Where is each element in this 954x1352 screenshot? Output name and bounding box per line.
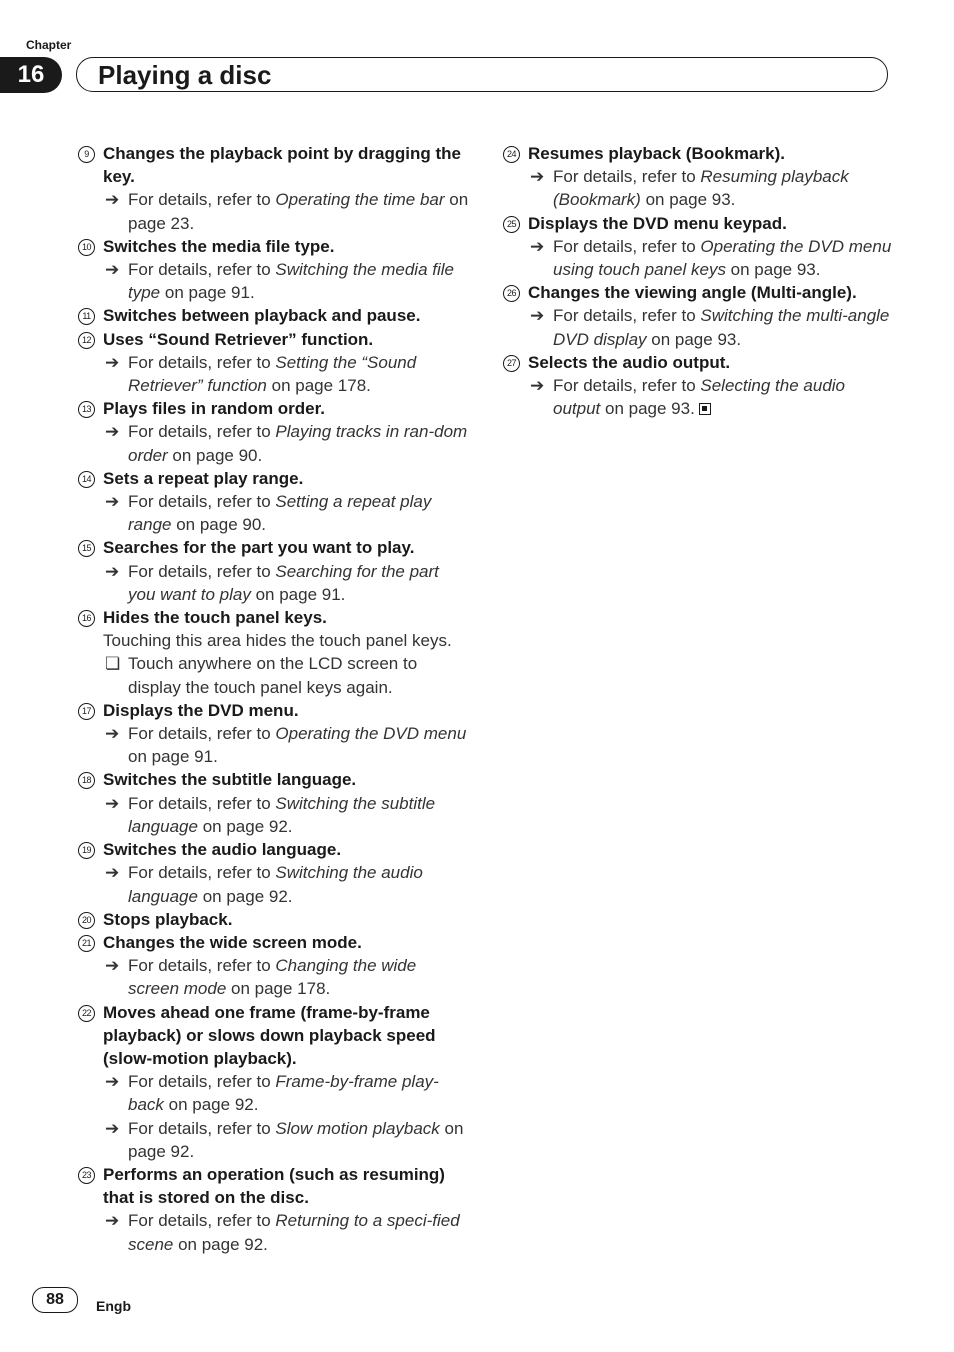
language-code: Engb <box>96 1298 131 1314</box>
page-number: 88 <box>32 1287 78 1313</box>
item-heading: Switches the subtitle language. <box>103 770 357 790</box>
item-heading-row <box>78 768 470 791</box>
item-number <box>503 281 528 304</box>
circled-number-icon: 13 <box>78 401 95 418</box>
ref-link[interactable]: Returning to a speci-fied scene <box>128 1211 460 1254</box>
item-heading-row <box>78 304 470 327</box>
arrow-right-icon: ➔ <box>105 793 120 813</box>
item-heading-row <box>78 1001 470 1071</box>
item-heading-row <box>78 931 470 954</box>
ref-page: on page 178. <box>266 376 371 396</box>
ref-prefix: For details, refer to <box>128 1072 276 1092</box>
circled-number-icon: 19 <box>78 842 95 859</box>
chapter-label: Chapter <box>26 38 72 52</box>
item-heading-row <box>503 281 893 304</box>
ref-link[interactable]: Slow motion playback <box>275 1118 440 1138</box>
circled-number-icon: 10 <box>78 239 95 256</box>
cross-reference <box>78 351 470 397</box>
item-number <box>78 536 103 559</box>
item-note <box>78 652 470 698</box>
cross-reference <box>503 235 893 281</box>
circled-number-icon: 22 <box>78 1005 95 1022</box>
ref-link[interactable]: Switching the audio language <box>128 863 423 906</box>
ref-prefix: For details, refer to <box>128 1118 276 1138</box>
cross-reference <box>78 954 470 1000</box>
item-heading: Selects the audio output. <box>528 352 731 372</box>
item-number <box>78 467 103 490</box>
item-heading: Displays the DVD menu keypad. <box>528 213 787 233</box>
item-heading-row <box>78 397 470 420</box>
ref-prefix: For details, refer to <box>128 1211 276 1231</box>
arrow-right-icon: ➔ <box>105 190 120 210</box>
circled-number-icon: 20 <box>78 912 95 929</box>
circled-number-icon: 24 <box>503 146 520 163</box>
circled-number-icon: 11 <box>78 308 95 325</box>
list-item <box>503 281 893 351</box>
item-heading: Changes the playback point by dragging the key. <box>103 144 461 187</box>
ref-page: on page 93. <box>725 260 821 280</box>
cross-reference <box>78 722 470 768</box>
cross-reference <box>78 1070 470 1116</box>
circled-number-icon: 18 <box>78 772 95 789</box>
item-heading-row <box>78 838 470 861</box>
item-heading: Displays the DVD menu. <box>103 700 299 720</box>
item-heading: Sets a repeat play range. <box>103 468 304 488</box>
item-heading: Changes the wide screen mode. <box>103 932 362 952</box>
item-heading: Changes the viewing angle (Multi-angle). <box>528 283 857 303</box>
list-item <box>503 351 893 421</box>
item-number <box>503 212 528 235</box>
ref-page: on page 178. <box>226 979 331 999</box>
ref-link[interactable]: Searching for the part you want to play <box>128 561 439 604</box>
item-heading: Switches the audio language. <box>103 840 342 860</box>
note-text: Touch anywhere on the LCD screen to display the touch panel keys again. <box>128 654 418 697</box>
ref-prefix: For details, refer to <box>128 793 276 813</box>
ref-page: on page 92. <box>197 816 293 836</box>
item-heading: Plays files in random order. <box>103 399 326 419</box>
cross-reference <box>78 188 470 234</box>
item-heading: Uses “Sound Retriever” function. <box>103 329 374 349</box>
item-heading: Switches the media file type. <box>103 236 335 256</box>
ref-page: on page 92. <box>197 886 293 906</box>
arrow-right-icon: ➔ <box>105 863 120 883</box>
circled-number-icon: 15 <box>78 540 95 557</box>
list-item <box>78 235 470 305</box>
ref-prefix: For details, refer to <box>128 956 276 976</box>
item-heading-row <box>78 467 470 490</box>
arrow-right-icon: ➔ <box>105 561 120 581</box>
item-number <box>503 142 528 165</box>
list-item <box>78 1163 470 1256</box>
item-heading-row <box>78 1163 470 1209</box>
cross-reference <box>78 420 470 466</box>
item-number <box>78 1001 103 1071</box>
item-heading: Stops playback. <box>103 909 233 929</box>
arrow-right-icon: ➔ <box>105 956 120 976</box>
ref-page: on page 91. <box>128 747 218 767</box>
item-number <box>503 351 528 374</box>
circled-number-icon: 25 <box>503 216 520 233</box>
ref-page: on page 91. <box>160 283 255 303</box>
arrow-right-icon: ➔ <box>530 376 545 396</box>
ref-prefix: For details, refer to <box>553 306 701 326</box>
ref-link[interactable]: Switching the multi-angle DVD display <box>553 306 890 349</box>
ref-page: on page 90. <box>171 515 267 535</box>
circled-number-icon: 9 <box>78 146 95 163</box>
item-heading-row <box>503 142 893 165</box>
item-number <box>78 235 103 258</box>
item-heading-row <box>503 212 893 235</box>
list-item <box>78 931 470 1001</box>
ref-page: on page 92. <box>173 1234 268 1254</box>
ref-page: on page 93. <box>640 190 736 210</box>
page-title: Playing a disc <box>98 60 272 90</box>
circled-number-icon: 14 <box>78 471 95 488</box>
item-heading-row <box>78 142 470 188</box>
cross-reference <box>503 374 893 420</box>
ref-prefix: For details, refer to <box>128 724 276 744</box>
item-number <box>78 768 103 791</box>
list-item <box>78 838 470 908</box>
cross-reference <box>78 861 470 907</box>
ref-page: on page 92. <box>128 1118 464 1161</box>
arrow-right-icon: ➔ <box>105 422 120 442</box>
item-heading-row <box>78 328 470 351</box>
right-column <box>503 142 893 420</box>
circled-number-icon: 27 <box>503 355 520 372</box>
ref-link[interactable]: Frame-by-frame play-back <box>128 1072 439 1115</box>
ref-prefix: For details, refer to <box>553 167 701 187</box>
ref-link[interactable]: Resuming playback (Bookmark) <box>553 167 849 210</box>
arrow-right-icon: ➔ <box>105 352 120 372</box>
list-item <box>78 304 470 327</box>
ref-prefix: For details, refer to <box>128 422 276 442</box>
item-number <box>78 304 103 327</box>
cross-reference <box>78 792 470 838</box>
item-number <box>78 699 103 722</box>
list-item <box>78 908 470 931</box>
arrow-right-icon: ➔ <box>105 492 120 512</box>
ref-link[interactable]: Operating the time bar <box>275 190 445 210</box>
ref-page: on page 91. <box>250 584 346 604</box>
ref-page: on page 93. <box>600 399 695 419</box>
item-number <box>78 606 103 629</box>
ref-link[interactable]: Changing the wide screen mode <box>128 956 417 999</box>
item-heading-row <box>503 351 893 374</box>
item-heading: Searches for the part you want to play. <box>103 538 415 558</box>
item-description: Touching this area hides the touch panel keys. <box>103 631 452 651</box>
ref-link[interactable]: Setting the “Sound Retriever” function <box>128 352 417 396</box>
cross-reference <box>78 1209 470 1255</box>
circled-number-icon: 12 <box>78 332 95 349</box>
list-item <box>503 142 893 212</box>
arrow-right-icon: ➔ <box>530 167 545 187</box>
ref-page: on page 23. <box>128 190 469 233</box>
ref-prefix: For details, refer to <box>128 190 276 210</box>
cross-reference <box>78 1117 470 1163</box>
cross-reference <box>503 165 893 211</box>
circled-number-icon: 23 <box>78 1167 95 1184</box>
item-number <box>78 142 103 188</box>
item-number <box>78 838 103 861</box>
cross-reference <box>78 490 470 536</box>
list-item <box>78 397 470 467</box>
ref-prefix: For details, refer to <box>553 236 701 256</box>
item-heading: Performs an operation (such as resuming) that is stored on the disc. <box>103 1164 445 1208</box>
item-heading: Resumes playback (Bookmark). <box>528 144 785 163</box>
chapter-number: 16 <box>0 57 62 93</box>
cross-reference <box>78 560 470 606</box>
item-heading: Switches between playback and pause. <box>103 306 421 326</box>
list-item <box>78 768 470 838</box>
item-heading-row <box>78 235 470 258</box>
cross-reference <box>503 304 893 350</box>
circled-number-icon: 26 <box>503 285 520 302</box>
ref-link[interactable]: Operating the DVD menu <box>275 724 467 744</box>
ref-prefix: For details, refer to <box>128 863 276 883</box>
list-item <box>78 536 470 606</box>
ref-page: on page 93. <box>646 329 742 349</box>
arrow-right-icon: ➔ <box>105 1072 120 1092</box>
ref-link[interactable]: Playing tracks in ran-dom order <box>128 422 468 465</box>
item-number <box>78 908 103 931</box>
ref-prefix: For details, refer to <box>553 376 701 396</box>
list-item <box>78 328 470 398</box>
item-number <box>78 931 103 954</box>
section-end-icon <box>699 403 711 415</box>
ref-page: on page 90. <box>167 445 263 465</box>
circled-number-icon: 17 <box>78 703 95 720</box>
circled-number-icon: 21 <box>78 935 95 952</box>
list-item <box>78 467 470 537</box>
ref-prefix: For details, refer to <box>128 561 276 581</box>
left-column <box>78 142 470 1256</box>
ref-link[interactable]: Operating the DVD menu using touch panel keys <box>553 236 892 280</box>
item-heading-row <box>78 908 470 931</box>
ref-link[interactable]: Selecting the audio output <box>553 376 845 419</box>
ref-link[interactable]: Switching the media file type <box>128 260 454 303</box>
ref-prefix: For details, refer to <box>128 492 276 512</box>
ref-link[interactable]: Setting a repeat play range <box>128 492 432 535</box>
arrow-right-icon: ➔ <box>530 236 545 256</box>
list-item <box>78 699 470 769</box>
arrow-right-icon: ➔ <box>105 260 120 280</box>
item-heading: Moves ahead one frame (frame-by-frame playback) or slows down playback speed (slow-motion playback). <box>103 1002 436 1068</box>
item-heading-row <box>78 606 470 629</box>
item-heading-row <box>78 536 470 559</box>
item-number <box>78 397 103 420</box>
item-heading: Hides the touch panel keys. <box>103 608 327 628</box>
list-item <box>78 606 470 699</box>
checkbox-bullet-icon: ❏ <box>105 654 121 674</box>
list-item <box>78 1001 470 1163</box>
cross-reference <box>78 258 470 304</box>
item-number <box>78 1163 103 1209</box>
item-heading-row <box>78 699 470 722</box>
arrow-right-icon: ➔ <box>105 1211 120 1231</box>
circled-number-icon: 16 <box>78 610 95 627</box>
ref-link[interactable]: Switching the subtitle language <box>128 793 436 836</box>
ref-prefix: For details, refer to <box>128 260 276 280</box>
ref-prefix: For details, refer to <box>128 352 276 372</box>
list-item <box>503 212 893 282</box>
item-number <box>78 328 103 351</box>
arrow-right-icon: ➔ <box>105 1118 120 1138</box>
arrow-right-icon: ➔ <box>105 724 120 744</box>
list-item <box>78 142 470 235</box>
ref-page: on page 92. <box>163 1095 259 1115</box>
arrow-right-icon: ➔ <box>530 306 545 326</box>
